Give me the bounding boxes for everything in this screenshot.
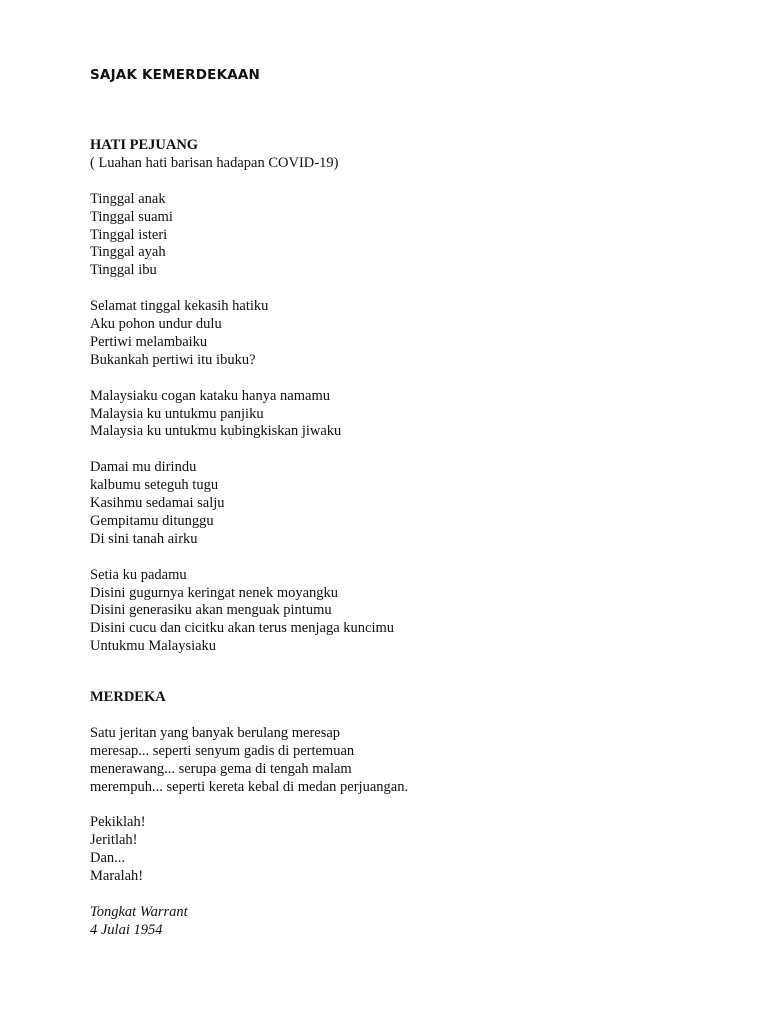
poem-line: Aku pohon undur dulu (90, 316, 222, 333)
poem-line: Malaysia ku untukmu kubingkiskan jiwaku (90, 423, 342, 440)
poem-line: Satu jeritan yang banyak berulang meresap (90, 724, 341, 741)
poem-line: Tinggal isteri (90, 226, 168, 243)
poem-hati-pejuang (90, 137, 394, 656)
poem-date: 4 Julai 1954 (90, 921, 163, 938)
poem-line: Kasihmu sedamai salju (90, 495, 225, 512)
poem-line: Malaysia ku untukmu panjiku (90, 405, 264, 422)
poem-line: Disini generasiku akan menguak pintumu (90, 602, 332, 619)
stanza-1 (90, 191, 394, 281)
poem-subtitle: ( Luahan hati barisan hadapan COVID-19) (90, 154, 339, 171)
poem-line: Setia ku padamu (90, 566, 187, 583)
poem-attribution (90, 904, 408, 940)
stanza-3 (90, 388, 394, 442)
poem-line: Tinggal suami (90, 208, 173, 225)
poem-line: Tinggal ibu (90, 262, 157, 279)
poem-line: Bukankah pertiwi itu ibuku? (90, 351, 256, 368)
poem-line: Selamat tinggal kekasih hatiku (90, 298, 269, 315)
poem-line: Tinggal ayah (90, 244, 166, 261)
poem-line: Dan... (90, 850, 126, 867)
stanza-1 (90, 725, 408, 797)
stanza-2 (90, 814, 408, 886)
poem-line: meresap... seperti senyum gadis di pertemuan (90, 742, 355, 759)
poem-line: menerawang... serupa gema di tengah malam (90, 760, 352, 777)
poem-line: Untukmu Malaysiaku (90, 638, 217, 655)
poem-line: Pertiwi melambaiku (90, 333, 208, 350)
poem-author: Tongkat Warrant (90, 903, 188, 920)
document-page (90, 0, 710, 1024)
poem-title: MERDEKA (90, 689, 166, 705)
poem-merdeka (90, 689, 408, 940)
poem-line: Maralah! (90, 868, 144, 885)
document-title: SAJAK KEMERDEKAAN (90, 67, 261, 83)
poem-line: Damai mu dirindu (90, 459, 197, 476)
poem-line: Tinggal anak (90, 190, 166, 207)
poem-line: Gempitamu ditunggu (90, 512, 214, 529)
stanza-4 (90, 459, 394, 549)
poem-line: Malaysiaku cogan kataku hanya namamu (90, 387, 330, 404)
poem-title: HATI PEJUANG (90, 137, 199, 153)
poem-line: kalbumu seteguh tugu (90, 477, 219, 494)
stanza-5 (90, 567, 394, 657)
stanza-2 (90, 298, 394, 370)
poem-line: merempuh... seperti kereta kebal di medan perjuangan. (90, 778, 409, 795)
poem-line: Disini gugurnya keringat nenek moyangku (90, 584, 339, 601)
poem-line: Disini cucu dan cicitku akan terus menjaga kuncimu (90, 620, 395, 637)
poem-line: Di sini tanah airku (90, 530, 198, 547)
poem-line: Pekiklah! (90, 814, 146, 831)
poem-line: Jeritlah! (90, 832, 138, 849)
